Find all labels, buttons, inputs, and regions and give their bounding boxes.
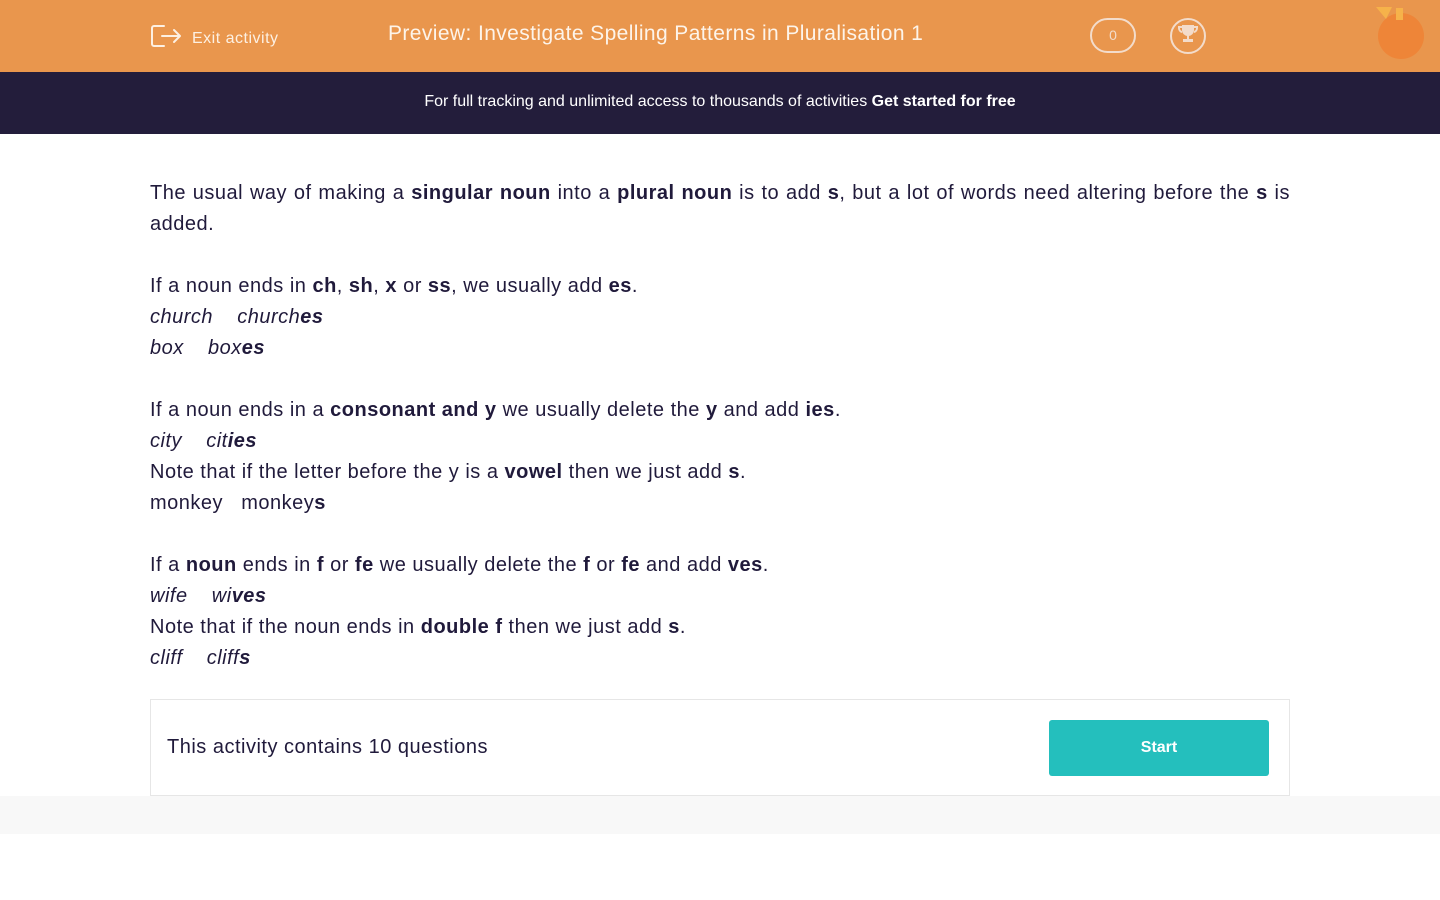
content-line bbox=[150, 302, 1290, 333]
content-line bbox=[150, 581, 1290, 612]
bold-text: s bbox=[668, 616, 680, 638]
content-line bbox=[150, 612, 1290, 643]
text: we usually delete the bbox=[496, 399, 706, 421]
content-line bbox=[150, 488, 1290, 519]
text: box box bbox=[150, 337, 242, 359]
lesson-content bbox=[0, 134, 1440, 674]
bold-text: es bbox=[300, 306, 324, 328]
content-line bbox=[150, 364, 1290, 395]
bold-text: sh bbox=[348, 275, 374, 297]
text: ends in bbox=[236, 554, 317, 576]
text: , we usually add bbox=[451, 275, 609, 297]
bold-text: ies bbox=[227, 430, 258, 452]
content-line bbox=[150, 550, 1290, 581]
bold-text: ves bbox=[231, 585, 267, 607]
text: , bbox=[336, 275, 349, 297]
text: or bbox=[324, 554, 355, 576]
bold-text: singular noun bbox=[411, 182, 551, 204]
bold-text: fe bbox=[621, 554, 640, 576]
bold-text: vowel bbox=[504, 461, 563, 483]
text: . bbox=[834, 399, 841, 421]
bold-text: consonant and y bbox=[330, 399, 497, 421]
content-line bbox=[150, 271, 1290, 302]
text: is to add bbox=[732, 182, 828, 204]
banner-text: For full tracking and unlimited access to thousands of activities bbox=[424, 93, 872, 110]
bold-text: ss bbox=[427, 275, 452, 297]
text: and add bbox=[640, 554, 728, 576]
content-line bbox=[150, 240, 1290, 271]
exit-label: Exit activity bbox=[192, 29, 279, 47]
trophy-button[interactable] bbox=[1170, 18, 1206, 54]
content-line bbox=[150, 643, 1290, 674]
text: If a noun ends in bbox=[150, 275, 313, 297]
get-started-link[interactable]: Get started for free bbox=[871, 93, 1016, 110]
exit-activity-button[interactable] bbox=[150, 22, 279, 55]
bold-text: noun bbox=[185, 554, 237, 576]
exit-icon bbox=[150, 22, 182, 55]
bold-text: ves bbox=[727, 554, 763, 576]
trophy-icon bbox=[1177, 24, 1199, 49]
bold-text: s bbox=[827, 182, 840, 204]
bold-text: s bbox=[314, 492, 326, 514]
bold-text: s bbox=[239, 647, 251, 669]
text: If a noun ends in a bbox=[150, 399, 331, 421]
bold-text: fe bbox=[354, 554, 374, 576]
text: monkey monkey bbox=[150, 492, 315, 514]
content-line bbox=[150, 519, 1290, 550]
bold-text: s bbox=[1256, 182, 1268, 204]
bold-text: f bbox=[583, 554, 591, 576]
top-bar bbox=[0, 0, 1440, 72]
bold-text: s bbox=[728, 461, 740, 483]
bold-text: x bbox=[385, 275, 398, 297]
text: cliff cliff bbox=[150, 647, 240, 669]
content-line bbox=[150, 333, 1290, 364]
content-line bbox=[150, 395, 1290, 426]
text: . bbox=[679, 616, 686, 638]
text: wife wi bbox=[150, 585, 232, 607]
start-button[interactable]: Start bbox=[1049, 720, 1269, 776]
text: . bbox=[762, 554, 769, 576]
text: Note that if the letter before the y is a bbox=[150, 461, 505, 483]
signup-banner bbox=[0, 72, 1440, 134]
text: church church bbox=[150, 306, 301, 328]
text: The usual way of making a bbox=[150, 182, 412, 204]
text: Note that if the noun ends in bbox=[150, 616, 421, 638]
bold-text: es bbox=[241, 337, 265, 359]
content-line bbox=[150, 457, 1290, 488]
text: , bbox=[373, 275, 386, 297]
text: If a bbox=[150, 554, 186, 576]
text: . bbox=[740, 461, 747, 483]
bold-text: es bbox=[608, 275, 632, 297]
text: and add bbox=[717, 399, 806, 421]
bold-text: f bbox=[316, 554, 325, 576]
text: then we just add bbox=[562, 461, 729, 483]
score-badge: 0 bbox=[1090, 18, 1136, 53]
text: , but a lot of words need altering before the bbox=[839, 182, 1257, 204]
footer-strip bbox=[0, 796, 1440, 834]
bold-text: y bbox=[705, 399, 718, 421]
text: or bbox=[590, 554, 622, 576]
bold-text: ch bbox=[312, 275, 337, 297]
bold-text: ies bbox=[805, 399, 835, 421]
content-line bbox=[150, 426, 1290, 457]
text: . bbox=[631, 275, 638, 297]
text: we usually delete the bbox=[373, 554, 584, 576]
text: into a bbox=[550, 182, 618, 204]
text: then we just add bbox=[502, 616, 669, 638]
text: city cit bbox=[150, 430, 228, 452]
question-count-text: This activity contains 10 questions bbox=[167, 736, 488, 758]
logo-icon bbox=[1376, 5, 1430, 66]
page-title: Preview: Investigate Spelling Patterns in Pluralisation 1 bbox=[388, 22, 924, 45]
bold-text: plural noun bbox=[617, 182, 733, 204]
activity-card bbox=[150, 699, 1290, 796]
content-line bbox=[150, 178, 1290, 240]
bold-text: double f bbox=[420, 616, 503, 638]
text: or bbox=[397, 275, 428, 297]
text: is added. bbox=[150, 182, 1290, 235]
